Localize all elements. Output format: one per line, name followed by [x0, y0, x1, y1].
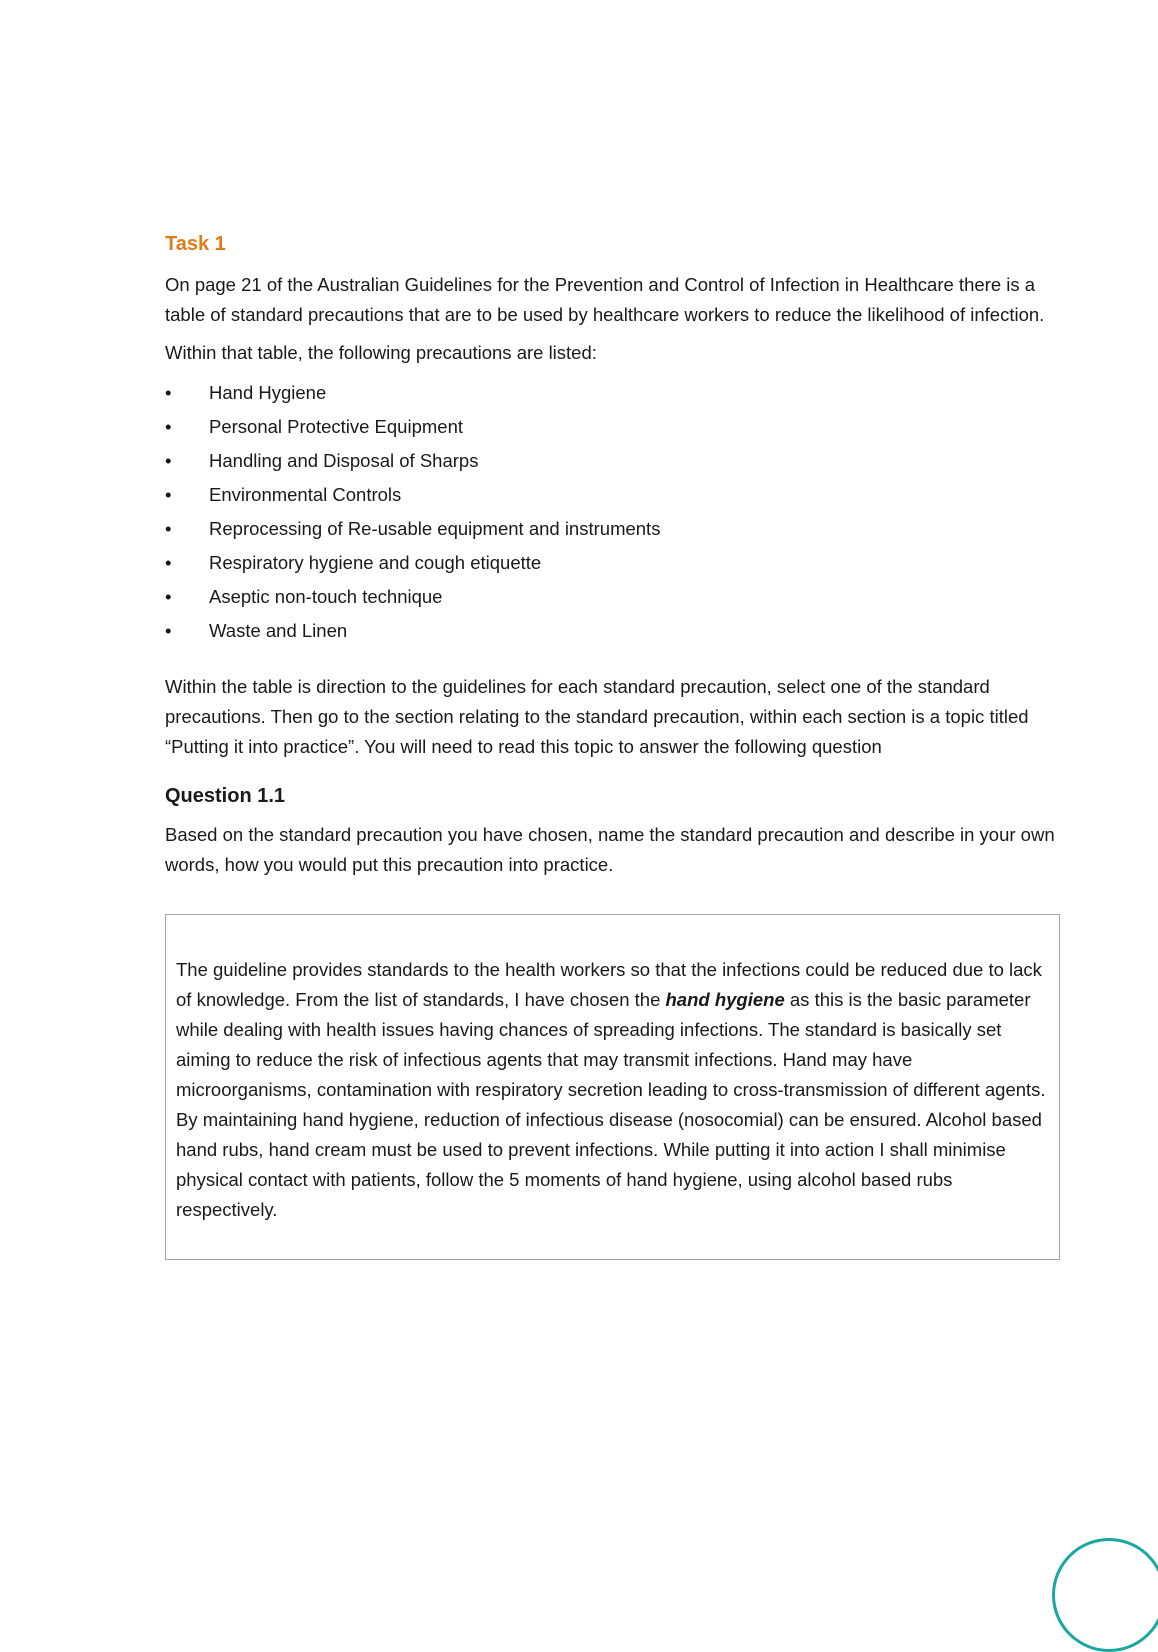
- list-intro-paragraph: Within that table, the following precautions are listed:: [165, 342, 597, 363]
- bullet-icon: •: [165, 450, 172, 471]
- list-item: [165, 410, 1060, 444]
- bullet-icon: •: [165, 586, 172, 607]
- question-prompt: Based on the standard precaution you have chosen, name the standard precaution and describe in your own words, how you would put this precaution into practice.: [165, 824, 1055, 875]
- precautions-list: [165, 376, 1060, 648]
- answer-text-start: The guideline provides standards to the health workers so that the infections could be reduced due to lack of knowledge. From the list of standards, I have chosen the: [176, 959, 1042, 1010]
- bullet-icon: •: [165, 518, 172, 539]
- bullet-icon: •: [165, 484, 172, 505]
- list-item: [165, 580, 1060, 614]
- list-item-label: Waste and Linen: [209, 620, 348, 641]
- list-item-label: Aseptic non-touch technique: [209, 586, 443, 607]
- bullet-icon: •: [165, 620, 172, 641]
- answer-box[interactable]: [165, 914, 1060, 1260]
- bullet-icon: •: [165, 416, 172, 437]
- list-item-label: Hand Hygiene: [209, 382, 327, 403]
- intro-paragraph: On page 21 of the Australian Guidelines for the Prevention and Control of Infection in Healthcare there is a table of standard precautions that are to be used by healthcare workers to reduce the likelihood of infection.: [165, 274, 1045, 325]
- list-item: [165, 376, 1060, 410]
- answer-text-end: as this is the basic parameter while dealing with health issues having chances of spreading infections. The standard is basically set aiming to reduce the risk of infectious agents that may transmit infections. Hand may have microorganisms, contamination with respiratory secretion leading to cross-transmission of different agents. By maintaining hand hygiene, reduction of infectious disease (nosocomial) can be ensured. Alcohol based hand rubs, hand cream must be used to prevent infections. While putting it into action I shall minimise physical contact with patients, follow the 5 moments of hand hygiene, using alcohol based rubs respectively.: [176, 989, 1046, 1220]
- list-item: [165, 444, 1060, 478]
- answer-text: [176, 955, 1049, 1225]
- list-item: [165, 478, 1060, 512]
- task-heading: Task 1: [165, 233, 226, 255]
- bullet-icon: •: [165, 552, 172, 573]
- list-item-label: Environmental Controls: [209, 484, 402, 505]
- list-item-label: Reprocessing of Re-usable equipment and instruments: [209, 518, 661, 539]
- question-heading: Question 1.1: [165, 785, 286, 807]
- answer-emphasis: hand hygiene: [665, 989, 785, 1010]
- bullet-icon: •: [165, 382, 172, 403]
- list-item-label: Respiratory hygiene and cough etiquette: [209, 552, 542, 573]
- list-item: [165, 512, 1060, 546]
- list-item: [165, 614, 1060, 648]
- list-item-label: Handling and Disposal of Sharps: [209, 450, 479, 471]
- decorative-circle-icon: [1052, 1538, 1158, 1652]
- list-item-label: Personal Protective Equipment: [209, 416, 463, 437]
- direction-paragraph: Within the table is direction to the guidelines for each standard precaution, select one of the standard precautions. Then go to the section relating to the standard precaution, within each section is a topic titled “Putting it into practice”. You will need to read this topic to answer the following question: [165, 676, 1029, 757]
- list-item: [165, 546, 1060, 580]
- document-page: [165, 228, 1060, 1260]
